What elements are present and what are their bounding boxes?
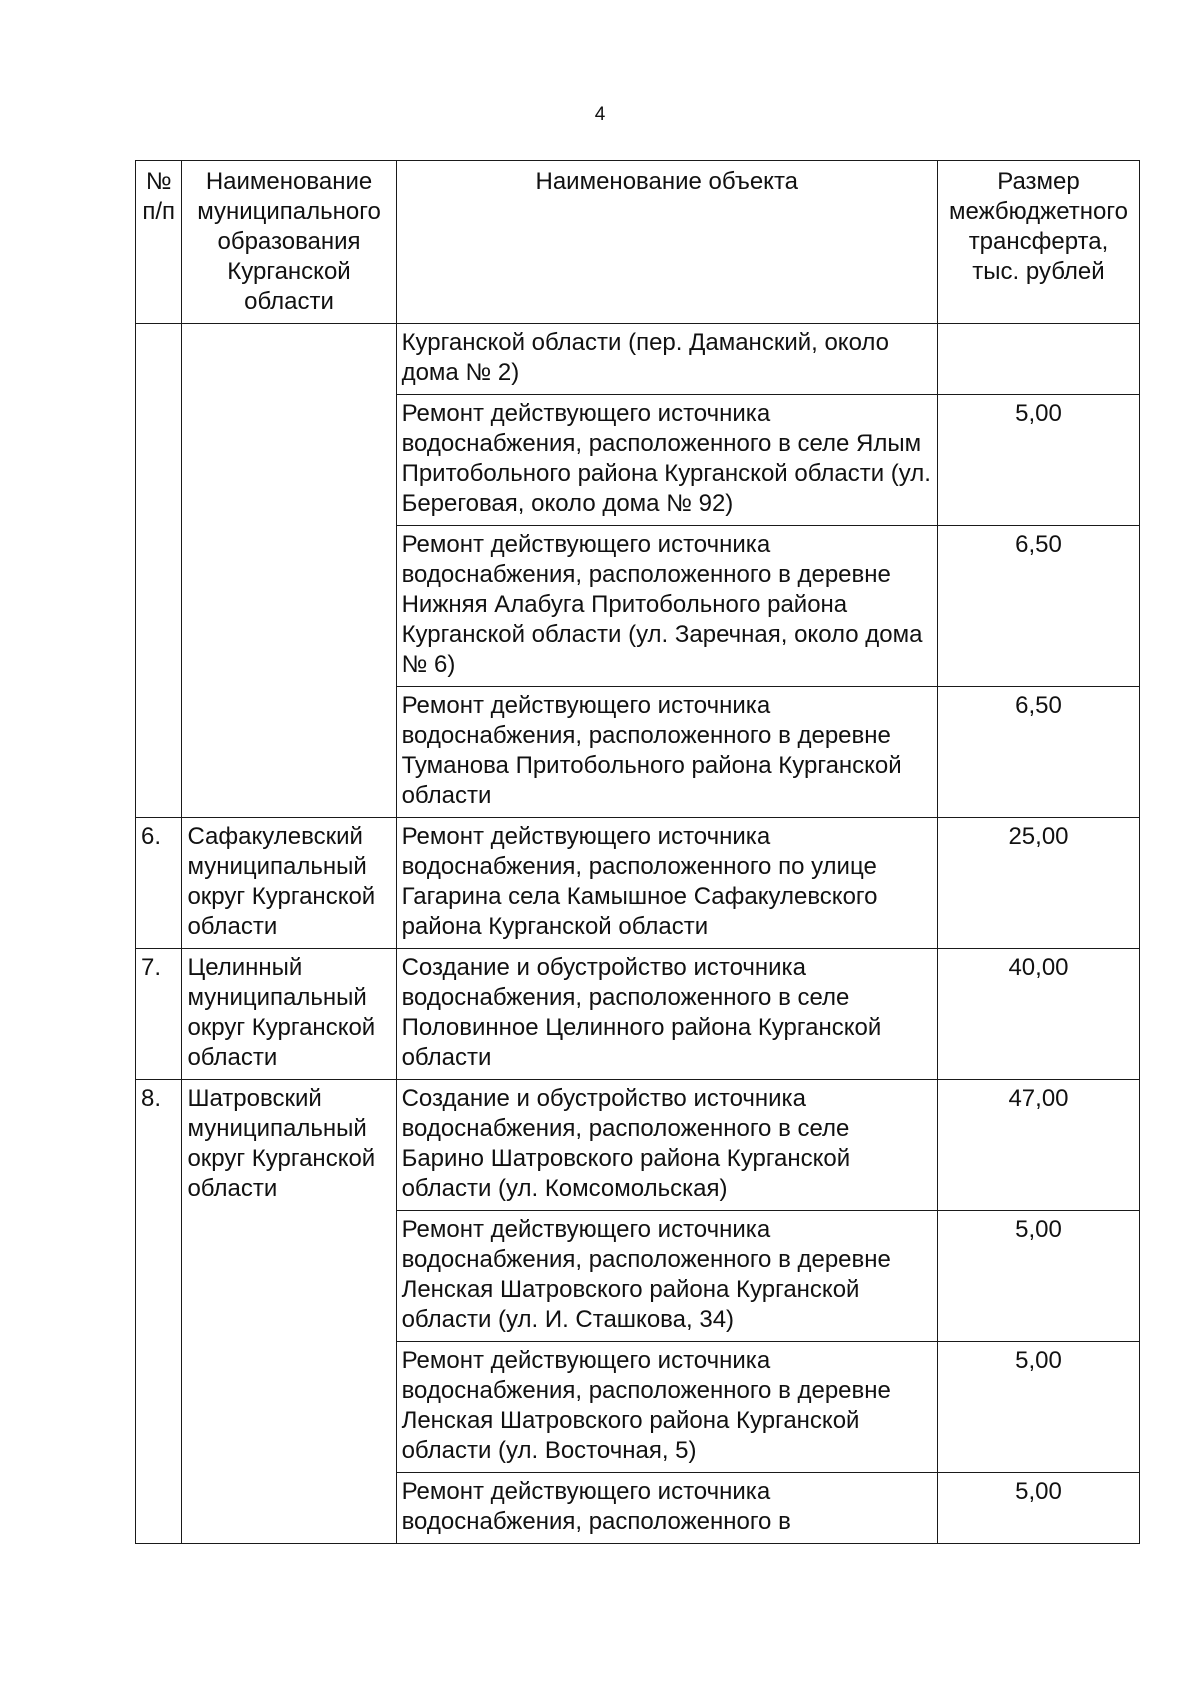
row-amount-cell: 5,00 xyxy=(937,395,1139,526)
row-amount-cell: 5,00 xyxy=(937,1473,1139,1544)
row-num-cell xyxy=(136,324,182,818)
row-amount-cell: 5,00 xyxy=(937,1342,1139,1473)
row-object-cell: Создание и обустройство источника водоснабжения, расположенного в селе Барино Шатровского района Курганской области (ул. Комсомольская) xyxy=(396,1080,937,1211)
row-municipality-cell: Сафакулевский муниципальный округ Курганской области xyxy=(182,818,396,949)
row-num-cell: 6. xyxy=(136,818,182,949)
row-num-cell: 7. xyxy=(136,949,182,1080)
header-num: № п/п xyxy=(136,161,182,324)
row-amount-cell: 25,00 xyxy=(937,818,1139,949)
row-object-cell: Ремонт действующего источника водоснабжения, расположенного в деревне Туманова Притобольного района Курганской области xyxy=(396,687,937,818)
row-municipality-cell: Целинный муниципальный округ Курганской области xyxy=(182,949,396,1080)
row-object-cell: Ремонт действующего источника водоснабжения, расположенного в деревне Нижняя Алабуга Притобольного района Курганской области (ул. Заречная, около дома № 6) xyxy=(396,526,937,687)
row-municipality-cell xyxy=(182,324,396,818)
table-row xyxy=(136,324,1140,395)
row-object-cell: Ремонт действующего источника водоснабжения, расположенного в xyxy=(396,1473,937,1544)
row-amount-cell xyxy=(937,324,1139,395)
header-object: Наименование объекта xyxy=(396,161,937,324)
page-number: 4 xyxy=(594,104,606,125)
header-amount: Размер межбюджетного трансферта, тыс. рублей xyxy=(937,161,1139,324)
row-object-cell: Ремонт действующего источника водоснабжения, расположенного в деревне Ленская Шатровского района Курганской области (ул. Восточная, 5) xyxy=(396,1342,937,1473)
row-municipality-cell: Шатровский муниципальный округ Курганской области xyxy=(182,1080,396,1544)
row-amount-cell: 6,50 xyxy=(937,687,1139,818)
transfer-table xyxy=(135,160,1140,1544)
row-object-cell: Ремонт действующего источника водоснабжения, расположенного по улице Гагарина села Камышное Сафакулевского района Курганской области xyxy=(396,818,937,949)
header-municipality: Наименование муниципального образования Курганской области xyxy=(182,161,396,324)
row-amount-cell: 5,00 xyxy=(937,1211,1139,1342)
row-object-cell: Создание и обустройство источника водоснабжения, расположенного в селе Половинное Целинного района Курганской области xyxy=(396,949,937,1080)
table-row xyxy=(136,818,1140,949)
row-amount-cell: 6,50 xyxy=(937,526,1139,687)
row-object-cell: Курганской области (пер. Даманский, около дома № 2) xyxy=(396,324,937,395)
table-header-row xyxy=(136,161,1140,324)
table-row xyxy=(136,949,1140,1080)
table-row xyxy=(136,1080,1140,1211)
row-amount-cell: 47,00 xyxy=(937,1080,1139,1211)
row-object-cell: Ремонт действующего источника водоснабжения, расположенного в селе Ялым Притобольного района Курганской области (ул. Береговая, около дома № 92) xyxy=(396,395,937,526)
row-object-cell: Ремонт действующего источника водоснабжения, расположенного в деревне Ленская Шатровского района Курганской области (ул. И. Сташкова, 34) xyxy=(396,1211,937,1342)
row-num-cell: 8. xyxy=(136,1080,182,1544)
row-amount-cell: 40,00 xyxy=(937,949,1139,1080)
